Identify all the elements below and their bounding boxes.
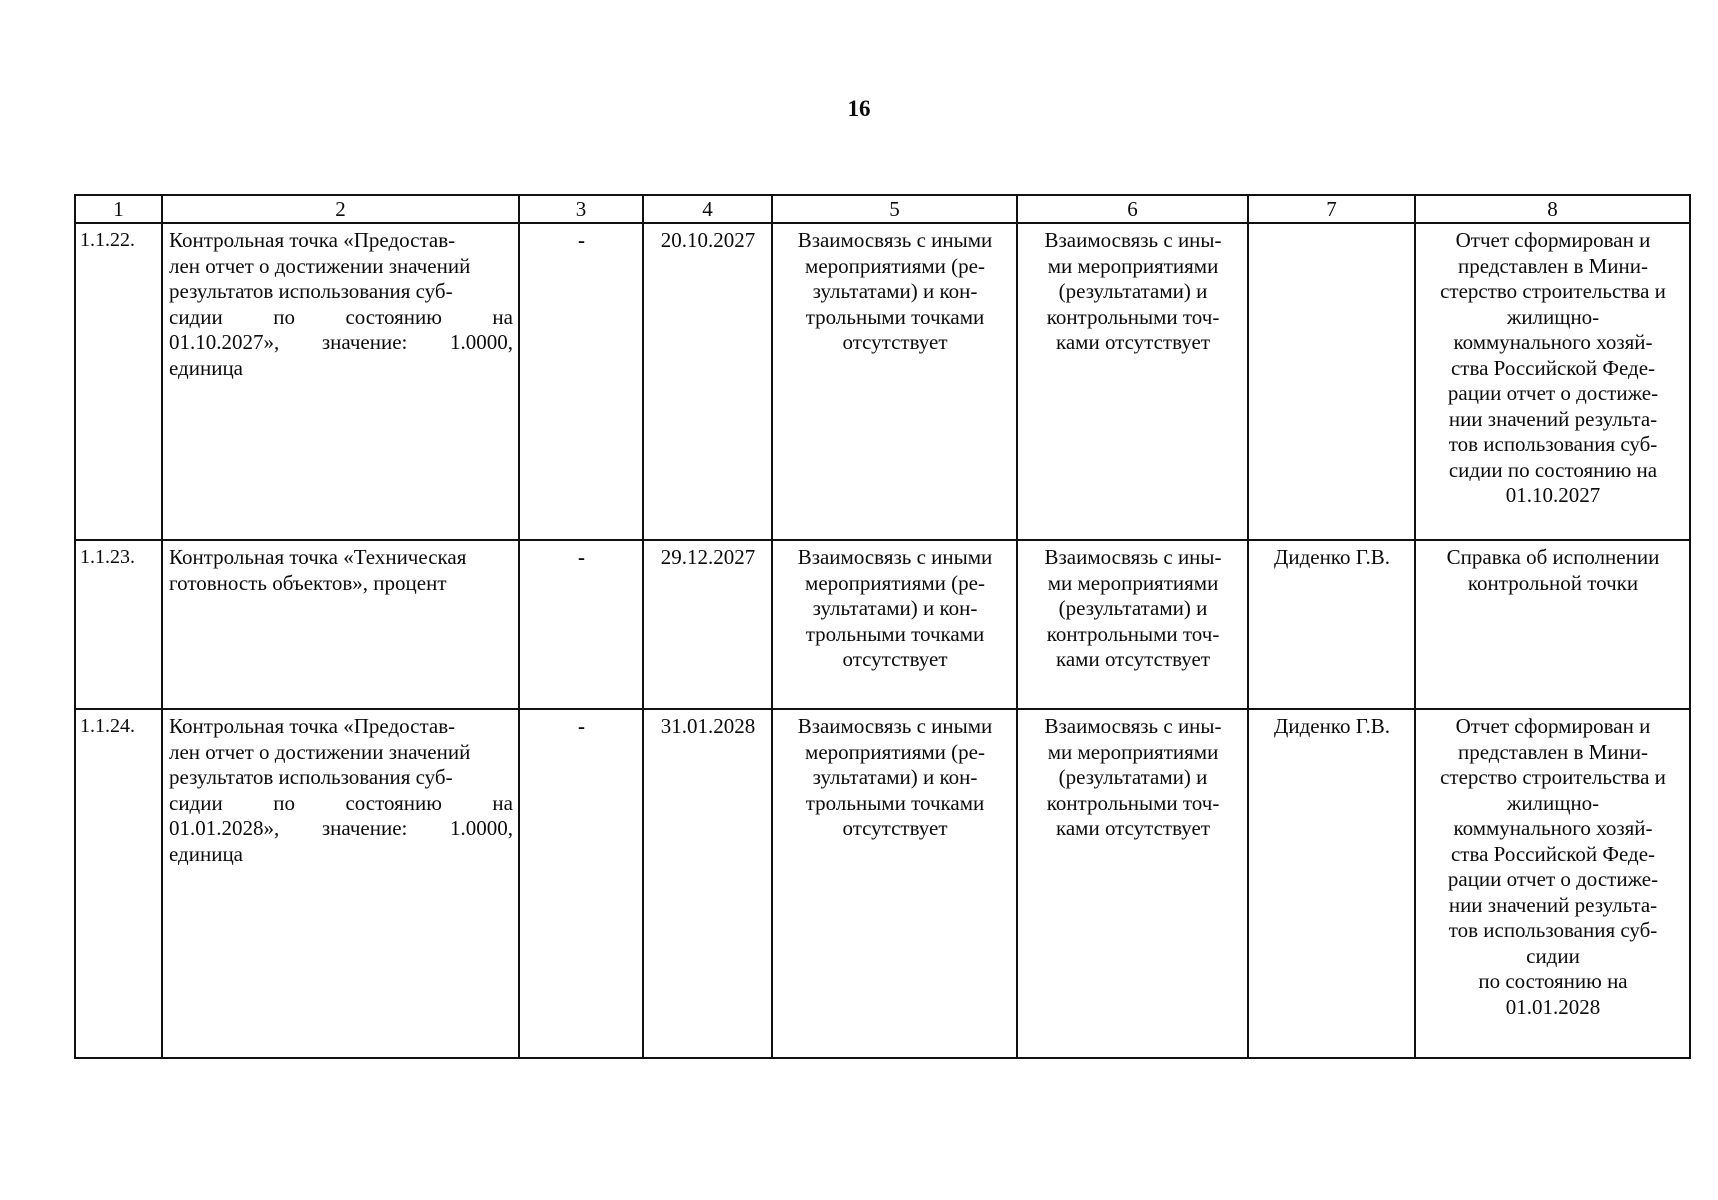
row-col3: -	[519, 709, 643, 1058]
cell-line: мероприятиями (ре-	[805, 253, 985, 278]
cell-line: сидии по состоянию на	[1448, 457, 1658, 482]
cell-line: мероприятиями (ре-	[805, 570, 985, 595]
row-interconnection-5	[772, 709, 1017, 1058]
cell-line: рации отчет о достиже-	[1447, 381, 1659, 405]
column-header: 8	[1415, 195, 1690, 223]
cell-line: Отчет сформирован и	[1455, 714, 1651, 738]
cell-line: сидии	[1526, 943, 1580, 968]
cell-line: зультатами) и кон-	[812, 596, 978, 620]
row-description	[162, 540, 519, 709]
description-line: Контрольная точка «Техническая	[169, 545, 467, 569]
row-document	[1415, 223, 1690, 540]
cell-line: ми мероприятиями	[1047, 570, 1219, 595]
cell-line: представлен в Мини-	[1457, 739, 1648, 764]
cell-line: нии значений результа-	[1448, 406, 1658, 431]
row-responsible: Диденко Г.В.	[1248, 709, 1415, 1058]
description-line: лен отчет о достижении значений	[169, 253, 471, 278]
cell-line: жилищно-	[1506, 304, 1600, 329]
description-line: результатов использования суб-	[169, 765, 453, 789]
cell-line: Взаимосвязь с иными	[797, 228, 993, 252]
cell-line: Взаимосвязь с иными	[797, 545, 993, 569]
column-header: 6	[1017, 195, 1248, 223]
column-header: 4	[643, 195, 772, 223]
row-date: 20.10.2027	[643, 223, 772, 540]
row-interconnection-5	[772, 223, 1017, 540]
row-responsible	[1248, 223, 1415, 540]
cell-line: стерство строительства и	[1440, 765, 1666, 789]
cell-line: трольными точками	[805, 621, 985, 646]
table-header-row	[75, 195, 1690, 223]
cell-line: представлен в Мини-	[1457, 253, 1648, 278]
cell-line: нии значений результа-	[1448, 892, 1658, 917]
cell-line: тов использования суб-	[1448, 432, 1658, 456]
row-number: 1.1.22.	[75, 223, 162, 540]
cell-line: коммунального хозяй-	[1453, 330, 1653, 354]
row-description	[162, 223, 519, 540]
row-document	[1415, 709, 1690, 1058]
cell-line: (результатами) и	[1058, 765, 1208, 789]
cell-line: трольными точками	[805, 304, 985, 329]
row-col3: -	[519, 540, 643, 709]
row-interconnection-6	[1017, 223, 1248, 540]
cell-line: отсутствует	[842, 330, 948, 354]
cell-line: Взаимосвязь с ины-	[1044, 228, 1222, 252]
cell-line: рации отчет о достиже-	[1447, 867, 1659, 891]
row-document	[1415, 540, 1690, 709]
table-row	[75, 540, 1690, 709]
row-interconnection-6	[1017, 709, 1248, 1058]
description-line: Контрольная точка «Предостав-	[169, 228, 456, 252]
row-interconnection-6	[1017, 540, 1248, 709]
description-line: Контрольная точка «Предостав-	[169, 714, 456, 738]
row-col3: -	[519, 223, 643, 540]
description-line: 01.01.2028», значение: 1.0000,	[169, 816, 513, 840]
column-header: 5	[772, 195, 1017, 223]
cell-line: (результатами) и	[1058, 596, 1208, 620]
table-row	[75, 709, 1690, 1058]
cell-line: мероприятиями (ре-	[805, 739, 985, 764]
cell-line: отсутствует	[842, 647, 948, 671]
cell-line: жилищно-	[1506, 790, 1600, 815]
cell-line: трольными точками	[805, 790, 985, 815]
control-points-table	[74, 194, 1691, 1059]
cell-line: зультатами) и кон-	[812, 765, 978, 789]
cell-line: коммунального хозяй-	[1453, 816, 1653, 840]
cell-line: ками отсутствует	[1055, 647, 1211, 671]
column-header: 2	[162, 195, 519, 223]
cell-line: 01.01.2028	[1505, 994, 1601, 1019]
row-description	[162, 709, 519, 1058]
row-date: 29.12.2027	[643, 540, 772, 709]
column-header: 7	[1248, 195, 1415, 223]
description-line: лен отчет о достижении значений	[169, 739, 471, 764]
cell-line: контрольными точ-	[1046, 621, 1220, 646]
column-header: 3	[519, 195, 643, 223]
cell-line: контрольной точки	[1467, 570, 1639, 595]
description-line: сидии по состоянию на	[169, 790, 513, 815]
cell-line: 01.10.2027	[1505, 483, 1601, 507]
cell-line: контрольными точ-	[1046, 304, 1220, 329]
row-date: 31.01.2028	[643, 709, 772, 1058]
cell-line: контрольными точ-	[1046, 790, 1220, 815]
description-line: единица	[169, 841, 244, 866]
page-number: 16	[847, 96, 871, 121]
cell-line: стерство строительства и	[1440, 279, 1666, 303]
row-number: 1.1.23.	[75, 540, 162, 709]
cell-line: Отчет сформирован и	[1455, 228, 1651, 252]
cell-line: по состоянию на	[1478, 969, 1628, 993]
cell-line: Взаимосвязь с ины-	[1044, 545, 1222, 569]
row-responsible: Диденко Г.В.	[1248, 540, 1415, 709]
cell-line: Справка об исполнении	[1446, 545, 1660, 569]
cell-line: ства Российской Феде-	[1450, 355, 1656, 380]
table-row	[75, 223, 1690, 540]
row-interconnection-5	[772, 540, 1017, 709]
cell-line: ками отсутствует	[1055, 330, 1211, 354]
description-line: результатов использования суб-	[169, 279, 453, 303]
cell-line: ми мероприятиями	[1047, 253, 1219, 278]
cell-line: ками отсутствует	[1055, 816, 1211, 840]
cell-line: Взаимосвязь с иными	[797, 714, 993, 738]
description-line: единица	[169, 355, 244, 380]
cell-line: (результатами) и	[1058, 279, 1208, 303]
cell-line: отсутствует	[842, 816, 948, 840]
description-line: 01.10.2027», значение: 1.0000,	[169, 330, 513, 354]
cell-line: Взаимосвязь с ины-	[1044, 714, 1222, 738]
cell-line: тов использования суб-	[1448, 918, 1658, 942]
cell-line: ства Российской Феде-	[1450, 841, 1656, 866]
description-line: сидии по состоянию на	[169, 304, 513, 329]
cell-line: ми мероприятиями	[1047, 739, 1219, 764]
column-header: 1	[75, 195, 162, 223]
description-line: готовность объектов», процент	[169, 570, 447, 595]
row-number: 1.1.24.	[75, 709, 162, 1058]
cell-line: зультатами) и кон-	[812, 279, 978, 303]
